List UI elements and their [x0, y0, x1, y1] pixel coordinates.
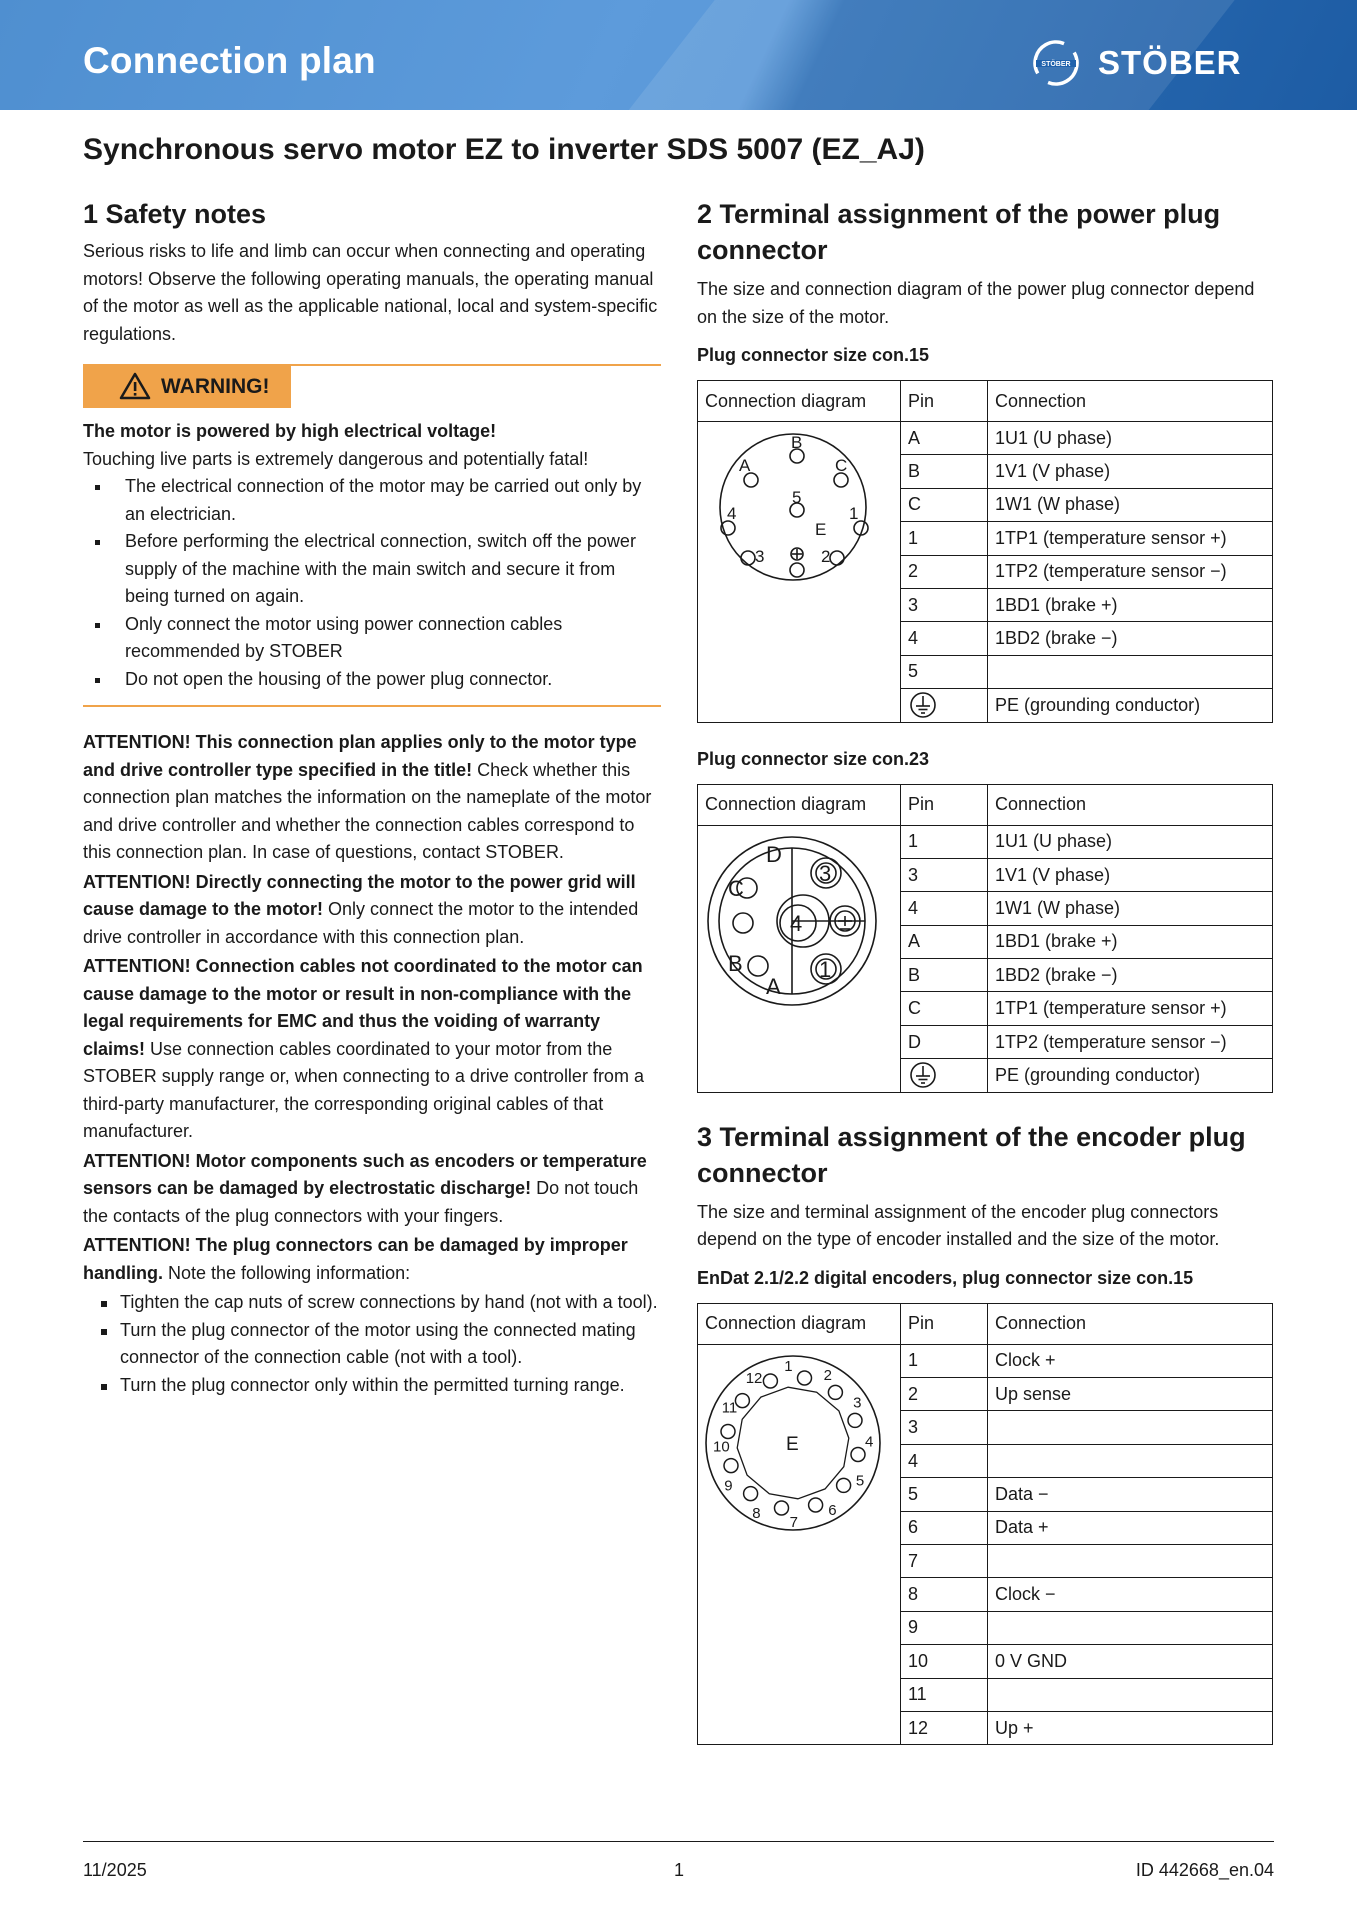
- pin-label-e: E: [815, 520, 827, 539]
- encoder-connector-diagram: [698, 1345, 886, 1545]
- attention-bold: ATTENTION! Directly connecting the motor to the power grid will cause damage to the motor!: [83, 871, 636, 919]
- con23-diagram-cell: [698, 825, 901, 1092]
- pin-label-b: B: [791, 433, 803, 452]
- pin-cell: C: [901, 992, 988, 1025]
- attention-bold: ATTENTION! Motor components such as encoders or temperature sensors can be damaged by electrostatic discharge!: [83, 1150, 647, 1198]
- warning-text: Touching live parts is extremely dangerous and potentially fatal!: [83, 448, 589, 469]
- pin-cell: 3: [901, 588, 988, 621]
- attention-note: [83, 1148, 661, 1231]
- encoder-pin-socket: [851, 1447, 865, 1461]
- list-item: Turn the plug connector of the motor using the connected mating connector of the connection cable (not with a tool).: [83, 1317, 661, 1372]
- encoder-pin-label: 9: [724, 1476, 733, 1494]
- footer-page-number: 1: [674, 1860, 685, 1880]
- encoder-pin-socket: [775, 1501, 789, 1515]
- encoder-label: EnDat 2.1/2.2 digital encoders, plug connector size con.15: [697, 1267, 1194, 1288]
- connection-cell: Clock +: [988, 1344, 1273, 1377]
- connection-cell: 1TP2 (temperature sensor −): [988, 1025, 1273, 1058]
- pin-cell: 1: [901, 522, 988, 555]
- connection-cell: 1TP1 (temperature sensor +): [988, 522, 1273, 555]
- encoder-pin-socket: [848, 1413, 862, 1427]
- warning-label: WARNING!: [161, 375, 270, 398]
- encoder-pin-socket: [798, 1371, 812, 1385]
- connection-cell: Clock −: [988, 1578, 1273, 1611]
- ground-icon: [909, 691, 937, 719]
- footer-date: 11/2025: [83, 1860, 147, 1880]
- connection-cell: Data −: [988, 1478, 1273, 1511]
- pin-cell: 10: [901, 1645, 988, 1678]
- list-item: Tighten the cap nuts of screw connections by hand (not with a tool).: [83, 1289, 661, 1317]
- pin-label-d: D: [766, 841, 782, 867]
- logo-emblem-text: STÖBER: [1041, 61, 1071, 68]
- pin-cell: 7: [901, 1544, 988, 1577]
- banner-title: Connection plan: [83, 40, 376, 81]
- connection-cell: [988, 1444, 1273, 1477]
- pin-cell: A: [901, 422, 988, 455]
- pin-cell: 3: [901, 1411, 988, 1444]
- attention-note: [83, 1232, 661, 1287]
- connection-cell: 1U1 (U phase): [988, 422, 1273, 455]
- pin-cell: B: [901, 959, 988, 992]
- attention-text: Only connect the motor to the intended drive controller in accordance with this connection plan.: [83, 899, 639, 947]
- connection-cell: 1V1 (V phase): [988, 858, 1273, 891]
- list-item: Turn the plug connector only within the permitted turning range.: [83, 1372, 661, 1400]
- list-item: Before performing the electrical connection, switch off the power supply of the machine with the main switch and secure it from being turned on again.: [83, 528, 661, 611]
- connection-cell: 1TP1 (temperature sensor +): [988, 992, 1273, 1025]
- column-header: Connection diagram: [698, 1303, 901, 1344]
- pin-cell: 5: [901, 1478, 988, 1511]
- pin-cell: 11: [901, 1678, 988, 1711]
- pin-label-1: 1: [819, 956, 832, 982]
- safety-intro: Serious risks to life and limb can occur when connecting and operating motors! Observe the following operating manuals, the operating manual of the motor as well as the applicable national, local and system-specific regulations.: [83, 241, 658, 344]
- pin-label-3: 3: [755, 547, 765, 566]
- con15-diagram-cell: [698, 422, 901, 723]
- column-header: Connection: [988, 784, 1273, 825]
- con23-table: [697, 784, 1273, 1093]
- warning-triangle-icon: [119, 372, 151, 400]
- attention-note: [83, 953, 661, 1146]
- logo-text: STÖBER: [1098, 44, 1242, 81]
- encoder-pin-label: 3: [853, 1394, 862, 1412]
- warning-title: The motor is powered by high electrical voltage!: [83, 421, 497, 441]
- connection-cell: 1BD2 (brake −): [988, 959, 1273, 992]
- pin-cell: 2: [901, 1378, 988, 1411]
- con23-connector-diagram: [698, 826, 886, 1016]
- pin-cell: 1: [901, 1344, 988, 1377]
- attention-text: Check whether this connection plan matches the information on the nameplate of the motor and drive controller and whether the connection cables correspond to this connection plan. In case of questions, contact STOBER.: [83, 759, 652, 862]
- pin-label-2: 2: [821, 547, 831, 566]
- pin-cell: C: [901, 488, 988, 521]
- warning-bottom-divider: [83, 705, 661, 707]
- connection-cell: 1V1 (V phase): [988, 455, 1273, 488]
- connection-cell: [988, 1411, 1273, 1444]
- connection-cell: 1BD2 (brake −): [988, 622, 1273, 655]
- encoder-pin-socket: [721, 1424, 735, 1438]
- power-heading: 2 Terminal assignment of the power plug connector: [697, 199, 1221, 265]
- pin-label-c: C: [728, 875, 744, 901]
- ground-icon: [909, 1061, 937, 1089]
- encoder-pin-label: 5: [855, 1472, 865, 1490]
- encoder-pin-label: 11: [721, 1399, 738, 1417]
- pin-cell: 12: [901, 1711, 988, 1744]
- pin-cell: 6: [901, 1511, 988, 1544]
- encoder-pin-label: 6: [828, 1501, 837, 1519]
- pin-cell: 4: [901, 892, 988, 925]
- column-header: Connection diagram: [698, 381, 901, 422]
- encoder-pin-label: 2: [823, 1366, 832, 1384]
- pin-label-a: A: [739, 456, 751, 475]
- attention-text: Use connection cables coordinated to your motor from the STOBER supply range or, when connecting to a drive controller from a third-party manufacturer, the corresponding original cables of that manufacturer.: [83, 1038, 644, 1141]
- pin-cell: 4: [901, 1444, 988, 1477]
- connection-cell: [988, 1544, 1273, 1577]
- footer-doc-id: ID 442668_en.04: [1135, 1860, 1274, 1880]
- pin-cell: [901, 1059, 988, 1092]
- attention-text: Do not touch the contacts of the plug connectors with your fingers.: [83, 1178, 639, 1226]
- connection-cell: Up +: [988, 1711, 1273, 1744]
- con15-table: [697, 380, 1273, 723]
- connection-cell: Data +: [988, 1511, 1273, 1544]
- list-item: The electrical connection of the motor may be carried out only by an electrician.: [83, 473, 661, 528]
- encoder-pin-socket: [763, 1374, 777, 1388]
- encoder-heading: 3 Terminal assignment of the encoder plug connector: [697, 1121, 1246, 1188]
- document-title: Synchronous servo motor EZ to inverter SDS 5007 (EZ_AJ): [83, 133, 925, 166]
- warning-badge: [83, 366, 291, 408]
- pin-label-3: 3: [819, 860, 832, 886]
- pin-label-5: 5: [792, 488, 802, 507]
- pin-cell: B: [901, 455, 988, 488]
- pin-cell: [901, 689, 988, 722]
- pin-cell: 8: [901, 1578, 988, 1611]
- attention-text: Note the following information:: [163, 1262, 411, 1283]
- pin-cell: 2: [901, 555, 988, 588]
- encoder-pin-label: 8: [752, 1504, 761, 1522]
- attention-bold: ATTENTION! The plug connectors can be damaged by improper handling.: [83, 1235, 628, 1283]
- column-header: Connection: [988, 381, 1273, 422]
- pin-cell: 4: [901, 622, 988, 655]
- connection-cell: PE (grounding conductor): [988, 689, 1273, 722]
- pin-label-4: 4: [790, 910, 803, 936]
- encoder-pin-label: 10: [713, 1438, 730, 1456]
- column-header: Pin: [901, 784, 988, 825]
- encoder-pin-label: 4: [865, 1432, 874, 1450]
- connection-cell: [988, 1678, 1273, 1711]
- pin-cell: 1: [901, 825, 988, 858]
- connection-cell: 1BD1 (brake +): [988, 588, 1273, 621]
- pin-label-1: 1: [849, 504, 859, 523]
- encoder-pin-socket: [744, 1486, 758, 1500]
- connection-cell: 1BD1 (brake +): [988, 925, 1273, 958]
- list-item: Do not open the housing of the power plug connector.: [83, 666, 661, 694]
- list-item: Only connect the motor using power connection cables recommended by STOBER: [83, 611, 661, 666]
- encoder-pin-socket: [809, 1498, 823, 1512]
- footer-divider: [83, 1841, 1274, 1842]
- encoder-diagram-cell: [698, 1344, 901, 1745]
- company-logo: [1032, 38, 1262, 88]
- encoder-intro: The size and terminal assignment of the encoder plug connectors depend on the type of encoder installed and the size of the motor.: [697, 1201, 1220, 1250]
- encoder-pin-label: 1: [784, 1357, 793, 1375]
- column-header: Connection: [988, 1303, 1273, 1344]
- connection-cell: 0 V GND: [988, 1645, 1273, 1678]
- column-header: Pin: [901, 381, 988, 422]
- pin-label-a: A: [766, 973, 781, 999]
- connection-cell: Up sense: [988, 1378, 1273, 1411]
- attention-bold: ATTENTION! Connection cables not coordinated to the motor can cause damage to the motor or result in non-compliance with the legal requirements for EMC and thus the voiding of warranty claims!: [83, 956, 643, 1059]
- encoder-table: [697, 1303, 1273, 1746]
- pin-cell: 5: [901, 655, 988, 688]
- header-banner: [0, 0, 1357, 110]
- encoder-pin-socket: [837, 1478, 851, 1492]
- connection-cell: PE (grounding conductor): [988, 1059, 1273, 1092]
- attention-notes: [83, 729, 661, 1287]
- attention-note: [83, 729, 661, 867]
- attention-note: [83, 869, 661, 952]
- safety-heading: 1 Safety notes: [83, 199, 267, 229]
- pin-label-c: C: [835, 456, 848, 475]
- terminal-section: [697, 196, 1275, 1745]
- encoder-pin-label: 12: [745, 1369, 763, 1387]
- safety-section: [83, 196, 661, 1399]
- pin-cell: D: [901, 1025, 988, 1058]
- handling-list: [83, 1289, 661, 1399]
- encoder-pin-socket: [735, 1393, 749, 1407]
- attention-bold: ATTENTION! This connection plan applies only to the motor type and drive controller type specified in the title!: [83, 732, 637, 780]
- connection-cell: 1TP2 (temperature sensor −): [988, 555, 1273, 588]
- pin-cell: A: [901, 925, 988, 958]
- power-intro: The size and connection diagram of the power plug connector depend on the size of the motor.: [697, 279, 1255, 327]
- connection-cell: 1U1 (U phase): [988, 825, 1273, 858]
- encoder-pin-label: 7: [789, 1513, 798, 1531]
- connection-cell: [988, 655, 1273, 688]
- con15-label: Plug connector size con.15: [697, 345, 930, 365]
- encoder-pin-socket: [724, 1458, 738, 1472]
- connection-cell: 1W1 (W phase): [988, 892, 1273, 925]
- pin-label-4: 4: [727, 504, 737, 523]
- column-header: Connection diagram: [698, 784, 901, 825]
- pin-label-b: B: [728, 950, 743, 976]
- pin-cell: 3: [901, 858, 988, 891]
- logo-emblem-icon: [1032, 39, 1080, 87]
- con15-connector-diagram: [698, 422, 886, 582]
- column-header: Pin: [901, 1303, 988, 1344]
- warning-list: [83, 473, 661, 693]
- connection-cell: 1W1 (W phase): [988, 488, 1273, 521]
- encoder-pin-socket: [828, 1385, 842, 1399]
- con23-label: Plug connector size con.23: [697, 748, 930, 769]
- encoder-center-label: E: [786, 1433, 799, 1455]
- pin-cell: 9: [901, 1611, 988, 1644]
- connection-cell: [988, 1611, 1273, 1644]
